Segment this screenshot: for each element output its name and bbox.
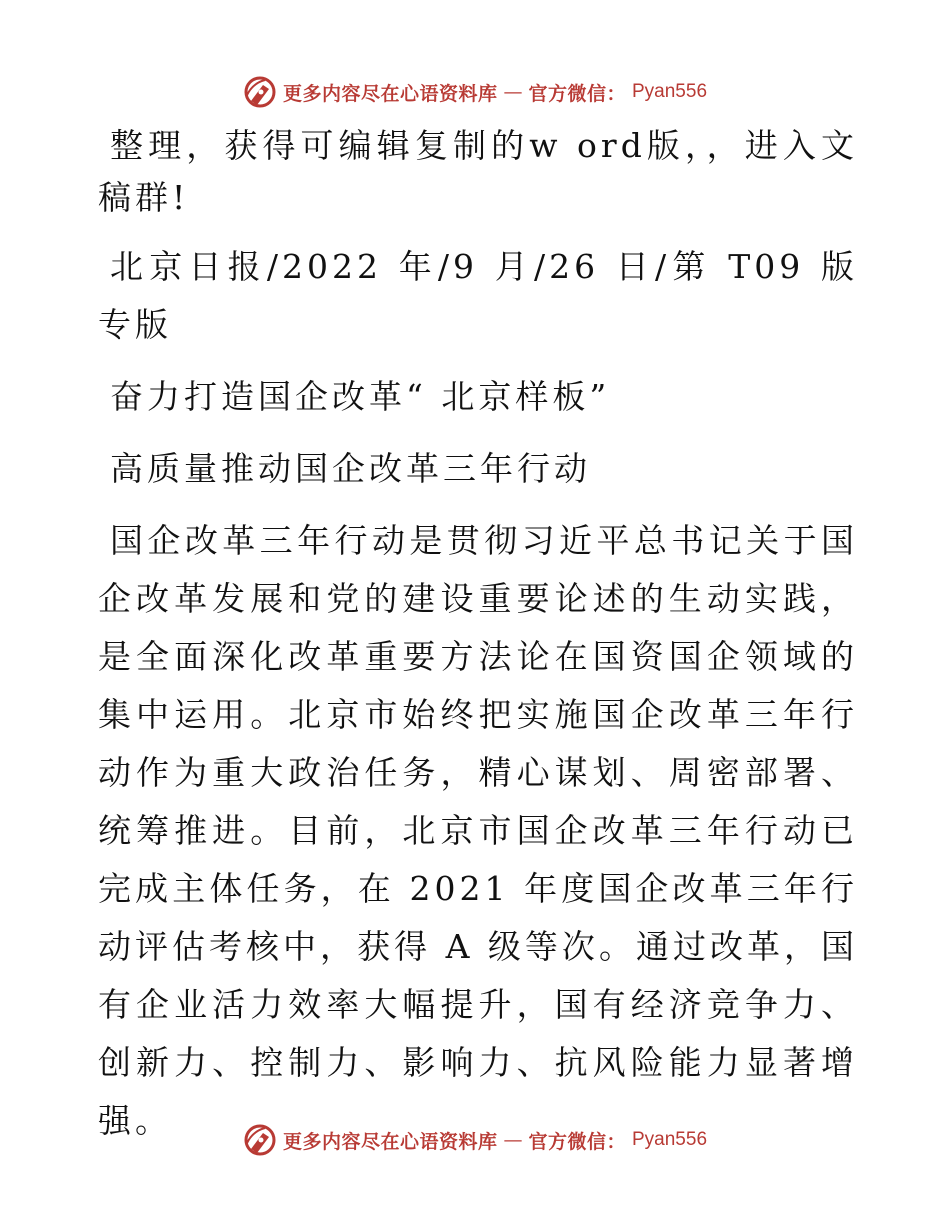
- banner-separator: —: [503, 1129, 523, 1151]
- document-body: [98, 120, 858, 1150]
- banner-separator: —: [503, 81, 523, 103]
- header-banner: [0, 72, 950, 112]
- banner-wechat-label: 官方微信：: [528, 82, 626, 105]
- banner-main-text: 更多内容尽在心语资料库: [282, 82, 498, 105]
- footer-banner: [0, 1120, 950, 1160]
- intro-paragraph: 整理，获得可编辑复制的w ord版，，进入文稿群!: [98, 126, 858, 217]
- article-title: 奋力打造国企改革“ 北京样板”: [110, 377, 611, 416]
- banner-wechat-id: Pyan556: [632, 1129, 708, 1150]
- banner-wechat-label: 官方微信：: [528, 1130, 626, 1153]
- pen-nib-logo-icon: [243, 1123, 277, 1157]
- banner-wechat-id: Pyan556: [632, 81, 708, 102]
- banner-main-text: 更多内容尽在心语资料库: [282, 1130, 498, 1153]
- source-line: 北京日报/2022 年/9 月/26 日/第 T09 版专版: [98, 247, 858, 344]
- body-paragraph: 国企改革三年行动是贯彻习近平总书记关于国企改革发展和党的建设重要论述的生动实践，是全面深化改革重要方法论在国资国企领域的集中运用。北京市始终把实施国企改革三年行动作为重大政治任务，精心谋划、周密部署、统筹推进。目前，北京市国企改革三年行动已完成主体任务，在 2021 年度国企改革三年行动评估考核中，获得 A 级等次。通过改革，国有企业活力效率大幅提升，国有经济竞争力、创新力、控制力、影响力、抗风险能力显著增强。: [98, 521, 858, 1140]
- pen-nib-logo-icon: [243, 75, 277, 109]
- article-subtitle: 高质量推动国企改革三年行动: [110, 449, 591, 488]
